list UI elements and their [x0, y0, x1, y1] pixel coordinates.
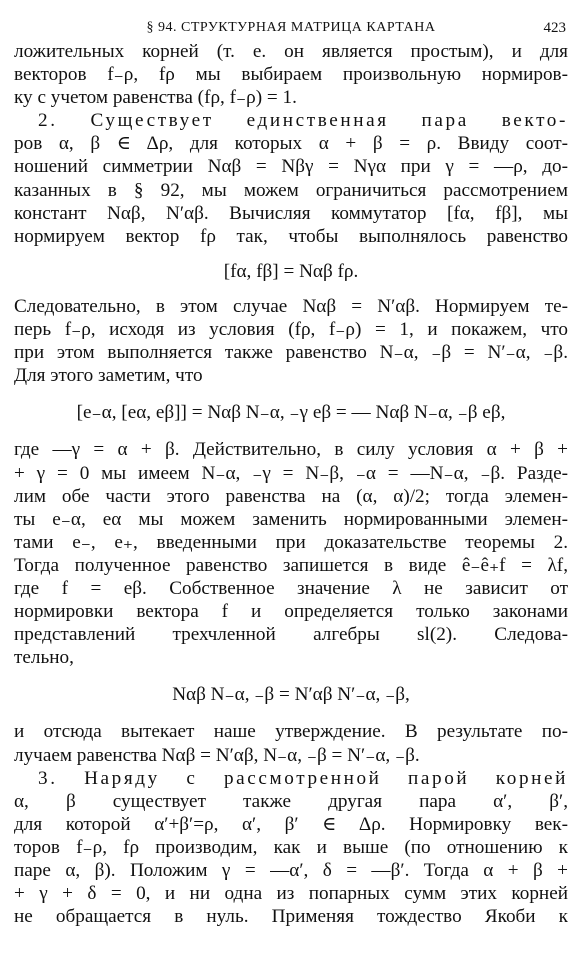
text-line: и отсюда вытекает наше утверждение. В результате по- — [14, 721, 568, 743]
paragraph-2-start: 2. Существует единственная пара векто- — [38, 110, 568, 132]
text-line: констант Nαβ, N′αβ. Вычисляя коммутатор [fα, fβ], мы — [14, 202, 568, 224]
text-line: тельно, — [14, 647, 74, 669]
text-line: ты e₋α, eα мы можем заменить нормированными элемен- — [14, 508, 568, 530]
text-line: Тогда полученное равенство запишется в виде ê₋ê₊f = λf, — [14, 554, 568, 576]
text-line: нормируем вектор fρ так, чтобы выполнялось равенство — [14, 225, 568, 247]
text-line: + γ = 0 мы имеем N₋α, ₋γ = N₋β, ₋α = —N₋α, ₋β. Разде- — [14, 462, 568, 484]
text-line: ложительных корней (т. е. он является простым), и для — [14, 41, 568, 62]
paragraph-3-start: 3. Наряду с рассмотренной парой корней — [38, 767, 568, 789]
text-line: перь f₋ρ, исходя из условия (fρ, f₋ρ) = 1, и покажем, что — [14, 319, 568, 341]
text-line: где f = eβ. Собственное значение λ не зависит от — [14, 577, 568, 599]
text-line: лим обе части этого равенства на (α, α)/2; тогда элемен- — [14, 485, 568, 507]
text-line: представлений трехчленной алгебры sl(2). Следова- — [14, 624, 568, 646]
page-number: 423 — [543, 20, 566, 36]
display-equation: [e₋α, [eα, eβ]] = Nαβ N₋α, ₋γ eβ = — Nαβ N₋α, ₋β eβ, — [76, 402, 506, 424]
text-line: + γ + δ = 0, и ни одна из попарных сумм этих корней — [14, 883, 568, 905]
text-line: торов f₋ρ, fρ производим, как и выше (по отношению к — [14, 836, 568, 858]
section-title: § 94. СТРУКТУРНАЯ МАТРИЦА КАРТАНА — [146, 20, 436, 35]
text-line: где —γ = α + β. Действительно, в силу условия α + β + — [14, 439, 568, 461]
text-line: при этом выполняется также равенство N₋α, ₋β = N′₋α, ₋β. — [14, 342, 568, 364]
display-equation: [fα, fβ] = Nαβ fρ. — [223, 260, 359, 282]
text-line: α, β существует также другая пара α′, β′, — [14, 790, 568, 812]
running-header — [14, 0, 568, 40]
text-line: казанных в § 92, мы можем ограничиться рассмотрением — [14, 179, 568, 201]
display-equation: Nαβ N₋α, ₋β = N′αβ N′₋α, ₋β, — [172, 684, 410, 706]
text-line: ку с учетом равенства (fρ, f₋ρ) = 1. — [14, 87, 297, 109]
text-line: ношений симметрии Nαβ = Nβγ = Nγα при γ = —ρ, до- — [14, 156, 568, 178]
text-line: паре α, β). Положим γ = —α′, δ = —β′. Тогда α + β + — [14, 860, 568, 881]
text-line: нормировки вектора f и определяется только законами — [14, 601, 568, 623]
text-line: Для этого заметим, что — [14, 365, 203, 387]
text-line: Следовательно, в этом случае Nαβ = N′αβ. Нормируем те- — [14, 295, 568, 317]
text-line: векторов f₋ρ, fρ мы выбираем произвольную нормиров- — [14, 64, 568, 86]
text-line: тами e₋, e₊, введенными при доказательстве теоремы 2. — [14, 531, 568, 553]
text-line: не обращается в нуль. Применяя тождество Якоби к — [14, 906, 568, 928]
text-line: для которой α′+β′=ρ, α′, β′ ∈ Δρ. Нормировку век- — [14, 813, 568, 835]
text-line: ров α, β ∈ Δρ, для которых α + β = ρ. Ввиду соот- — [14, 133, 568, 155]
text-line: лучаем равенства Nαβ = N′αβ, N₋α, ₋β = N′₋α, ₋β. — [14, 744, 420, 766]
